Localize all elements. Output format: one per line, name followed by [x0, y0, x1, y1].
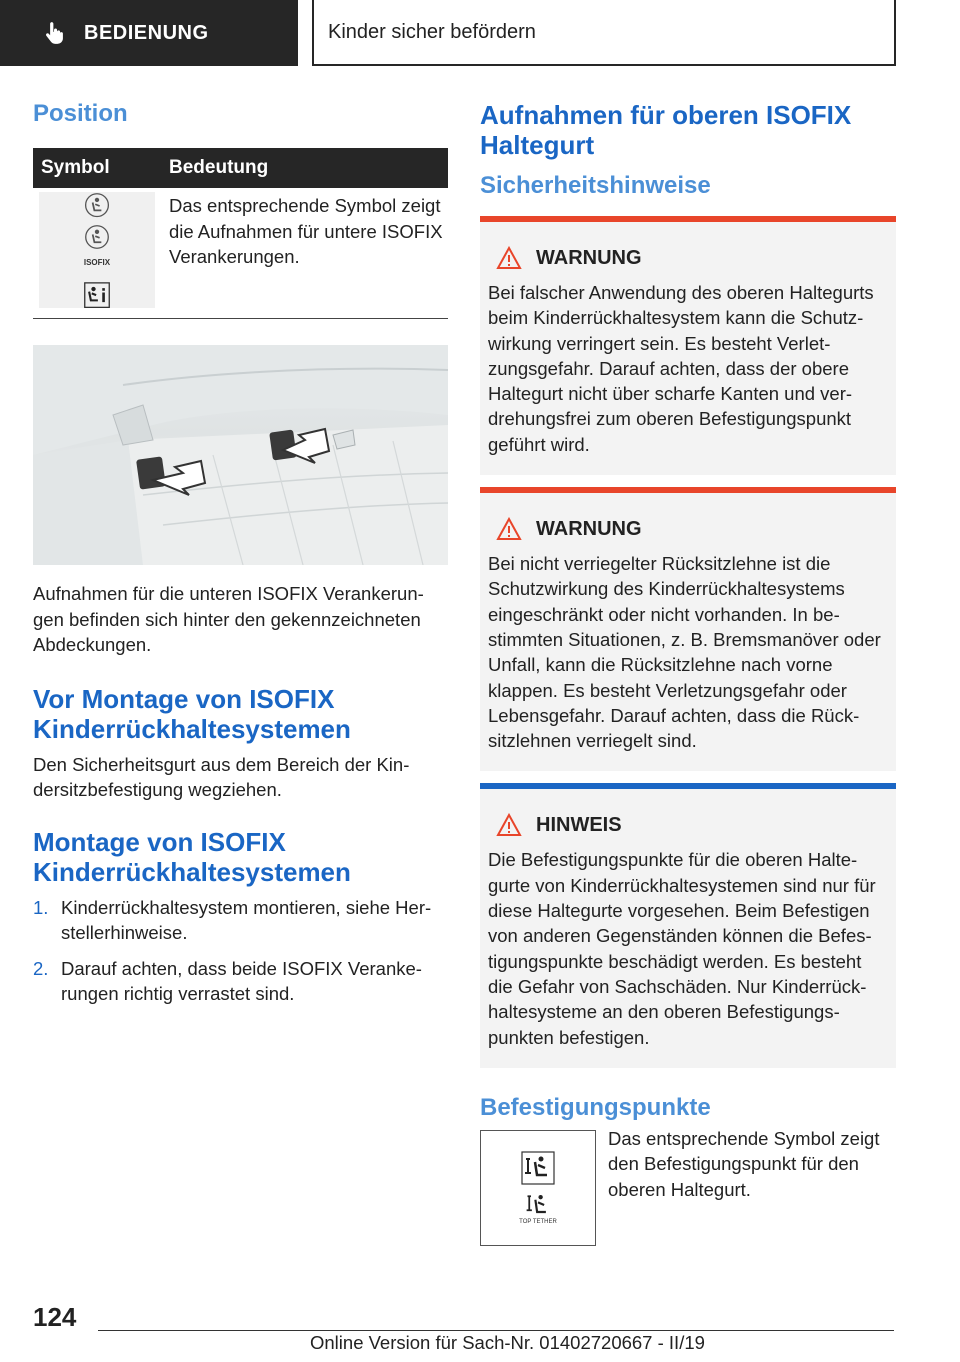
note-box	[480, 783, 896, 1067]
right-column	[480, 100, 896, 1246]
page-footer	[0, 1290, 960, 1362]
row-meaning-text: Das entsprechende Symbol zeigt die Aufnahmen für untere ISOFIX Verankerungen.	[161, 188, 448, 319]
version-text: Online Version für Sach-Nr. 01402720667 - II/19	[310, 1332, 705, 1353]
symbol-table	[33, 148, 448, 319]
col-symbol-header: Symbol	[33, 148, 161, 188]
isofix-icon	[84, 224, 110, 250]
warning-title: WARNUNG	[536, 517, 642, 540]
warning-text: Bei nicht verriegelter Rücksitzlehne ist die Schutzwirkung des Kinderrückhaltesystems eingeschränkt oder nicht vorhanden. In be‐stimmten Situationen, z. B. Bremsmanöver oder Unfall, kann die Rücksitzlehne nach vorne klappen. Es besteht Verletzungsgefahr oder Lebensgefahr. Darauf achten, dass die Rück‐sitzlehnen verriegelt sind.	[488, 553, 881, 752]
warning-box	[480, 216, 896, 475]
photo-caption: Aufnahmen für die unteren ISOFIX Verankerun‐gen befinden sich hinter den gekennzeichneten Abdeckungen.	[33, 583, 424, 655]
step-number: 2.	[33, 957, 49, 979]
chapter-title: Kinder sicher befördern	[328, 20, 536, 43]
step-text: Kinderrückhaltesystem montieren, siehe Her‐stellerhinweise.	[61, 896, 432, 943]
child-seat-icon	[82, 192, 112, 218]
warning-title: WARNUNG	[536, 246, 642, 269]
safety-heading: Sicherheitshinweise	[480, 172, 711, 199]
warning-triangle-icon	[496, 517, 522, 541]
befestigung-heading: Befestigungspunkte	[480, 1093, 711, 1121]
rear-seat-illustration	[33, 345, 448, 565]
top-tether-icon	[521, 1151, 555, 1185]
warning-box	[480, 487, 896, 771]
vor-montage-text: Den Sicherheitsgurt aus dem Bereich der Kin‐dersitzbefestigung wegziehen.	[33, 753, 410, 800]
section-tab	[0, 0, 298, 66]
montage-heading: Montage von ISOFIX Kinderrückhaltesystemen	[33, 826, 351, 887]
page-header	[0, 0, 960, 66]
note-text: Die Befestigungspunkte für die oberen Halte‐gurte von Kinderrückhaltesystemen sind nur für diese Haltegurte vorgesehen. Beim Befestigen von anderen Gegenständen können die Befes‐tigungspunkte beschädigt werden. Es besteht die Gefahr von Sachschäden. Nur Kinderrück‐haltesysteme an den oberen Befestigungs‐punkten befestigen.	[488, 849, 876, 1048]
page-number: 124	[33, 1302, 77, 1332]
chapter-box	[312, 0, 896, 66]
top-tether-symbols	[480, 1130, 596, 1246]
top-tether-labeled-icon	[523, 1191, 553, 1219]
step-number: 1.	[33, 896, 49, 918]
befestigung-text: Das entsprechende Symbol zeigt den Befestigungspunkt für den oberen Haltegurt.	[608, 1127, 880, 1200]
warning-triangle-icon	[496, 246, 522, 270]
vor-montage-heading: Vor Montage von ISOFIX Kinderrückhaltesystemen	[33, 683, 351, 744]
list-item	[33, 895, 448, 946]
isofix-symbols	[39, 192, 155, 308]
table-row	[33, 188, 448, 319]
montage-steps	[33, 895, 448, 1007]
list-item	[33, 956, 448, 1007]
befestigung-section	[480, 1127, 896, 1246]
notice-triangle-icon	[496, 813, 522, 837]
tether-heading: Aufnahmen für oberen ISOFIX Haltegurt	[480, 100, 852, 160]
child-seat-info-icon	[82, 282, 112, 308]
left-column	[33, 100, 448, 1017]
note-title: HINWEIS	[536, 813, 622, 836]
step-text: Darauf achten, dass beide ISOFIX Veranke‐rungen richtig verrastet sind.	[61, 957, 422, 1004]
col-meaning-header: Bedeutung	[161, 148, 448, 188]
isofix-label: ISOFIX	[83, 258, 111, 268]
warning-text: Bei falscher Anwendung des oberen Haltegurts beim Kinderrückhaltesystem kann die Schutz‐wirkung verringert sein. Es besteht Verlet‐zungsgefahr. Darauf achten, dass der obere Haltegurt nicht über scharfe Kanten und ver‐drehungsfrei zum oberen Befestigungspunkt geführt wird.	[488, 282, 874, 455]
top-tether-label: TOP TETHER	[519, 1218, 557, 1225]
hand-pointer-icon	[42, 20, 68, 46]
position-heading: Position	[33, 100, 128, 127]
footer-divider	[98, 1330, 894, 1331]
section-label: BEDIENUNG	[84, 21, 209, 44]
